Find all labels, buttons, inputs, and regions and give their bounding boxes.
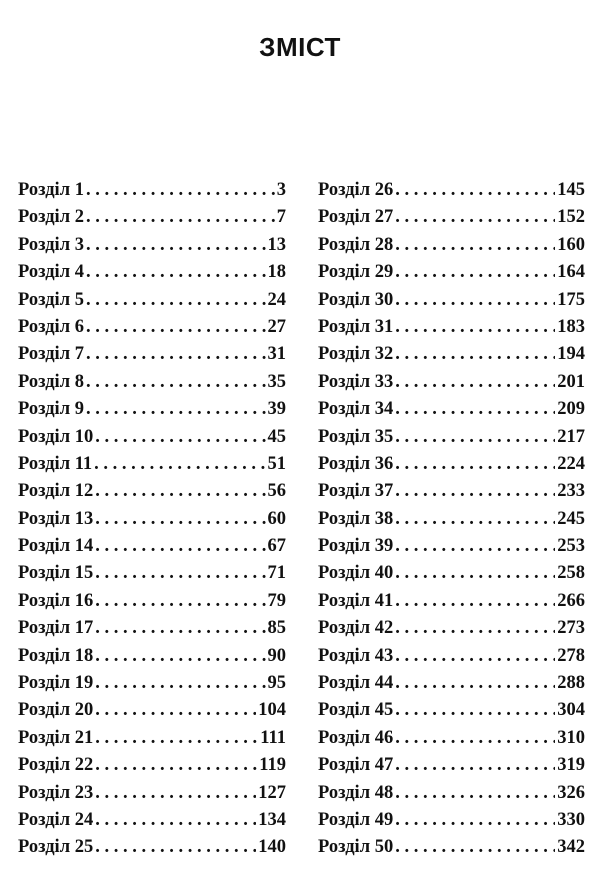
toc-entry bbox=[18, 372, 286, 399]
toc-entry-label: Розділ 33 bbox=[318, 371, 394, 392]
toc-entry-page: 119 bbox=[259, 755, 286, 776]
toc-entry-page: 24 bbox=[267, 289, 286, 310]
toc-dot-leader bbox=[395, 454, 555, 475]
toc-dot-leader bbox=[95, 618, 265, 639]
toc-dot-leader bbox=[95, 536, 265, 557]
toc-entry bbox=[318, 673, 585, 700]
toc-dot-leader bbox=[395, 180, 555, 201]
toc-dot-leader bbox=[95, 810, 256, 831]
toc-entry bbox=[18, 783, 286, 810]
toc-entry bbox=[318, 344, 585, 371]
toc-dot-leader bbox=[86, 180, 275, 201]
toc-entry-label: Розділ 14 bbox=[18, 536, 94, 557]
toc-entry-page: 27 bbox=[267, 316, 286, 337]
toc-entry-label: Розділ 42 bbox=[318, 618, 394, 639]
toc-entry-page: 258 bbox=[557, 563, 585, 584]
toc-entry bbox=[18, 728, 286, 755]
toc-entry-label: Розділ 3 bbox=[18, 234, 84, 255]
toc-entry-label: Розділ 15 bbox=[18, 563, 94, 584]
toc-entry-page: 319 bbox=[557, 755, 585, 776]
toc-entry bbox=[318, 372, 585, 399]
toc-entry-page: 201 bbox=[557, 371, 585, 392]
toc-entry-page: 90 bbox=[267, 645, 286, 666]
toc-entry-page: 111 bbox=[260, 727, 286, 748]
toc-entry bbox=[18, 454, 286, 481]
toc-entry-label: Розділ 7 bbox=[18, 344, 84, 365]
toc-dot-leader bbox=[95, 673, 265, 694]
toc-entry-page: 95 bbox=[267, 673, 286, 694]
toc-entry-label: Розділ 48 bbox=[318, 782, 394, 803]
toc-dot-leader bbox=[395, 563, 555, 584]
toc-entry bbox=[18, 509, 286, 536]
toc-entry-label: Розділ 21 bbox=[18, 727, 94, 748]
toc-dot-leader bbox=[395, 755, 555, 776]
toc-entry bbox=[318, 235, 585, 262]
toc-dot-leader bbox=[95, 481, 265, 502]
toc-entry-label: Розділ 8 bbox=[18, 371, 84, 392]
toc-entry bbox=[318, 755, 585, 782]
toc-dot-leader bbox=[86, 399, 266, 420]
toc-entry bbox=[318, 618, 585, 645]
toc-entry-label: Розділ 27 bbox=[318, 207, 394, 228]
toc-entry-page: 134 bbox=[258, 809, 286, 830]
toc-entry bbox=[318, 317, 585, 344]
toc-entry bbox=[18, 810, 286, 837]
toc-dot-leader bbox=[86, 317, 266, 338]
toc-dot-leader bbox=[395, 262, 555, 283]
toc-entry bbox=[318, 563, 585, 590]
toc-dot-leader bbox=[86, 235, 266, 256]
toc-dot-leader bbox=[395, 207, 555, 228]
toc-entry-page: 60 bbox=[267, 508, 286, 529]
toc-entry-label: Розділ 20 bbox=[18, 700, 94, 721]
toc-entry-page: 67 bbox=[267, 536, 286, 557]
toc-dot-leader bbox=[95, 700, 256, 721]
toc-entry bbox=[18, 700, 286, 727]
toc-entry-label: Розділ 46 bbox=[318, 727, 394, 748]
toc-entry-page: 194 bbox=[557, 344, 585, 365]
toc-entry bbox=[318, 810, 585, 837]
toc-entry-page: 224 bbox=[557, 453, 585, 474]
toc-entry-page: 217 bbox=[557, 426, 585, 447]
toc-entry-label: Розділ 44 bbox=[318, 673, 394, 694]
toc-entry-label: Розділ 18 bbox=[18, 645, 94, 666]
toc-entry bbox=[18, 290, 286, 317]
toc-dot-leader bbox=[95, 837, 256, 858]
toc-entry-page: 39 bbox=[267, 399, 286, 420]
toc-dot-leader bbox=[395, 290, 555, 311]
toc-entry-page: 266 bbox=[557, 590, 585, 611]
toc-dot-leader bbox=[395, 810, 555, 831]
toc-entry-label: Розділ 39 bbox=[318, 536, 394, 557]
toc-entry-page: 164 bbox=[557, 262, 585, 283]
toc-entry bbox=[318, 454, 585, 481]
toc-entry-label: Розділ 25 bbox=[18, 837, 94, 858]
toc-dot-leader bbox=[395, 317, 555, 338]
toc-entry bbox=[18, 207, 286, 234]
toc-entry-page: 127 bbox=[258, 782, 286, 803]
toc-entry bbox=[18, 837, 286, 864]
toc-entry bbox=[318, 837, 585, 864]
toc-entry bbox=[18, 755, 286, 782]
toc-dot-leader bbox=[395, 481, 555, 502]
toc-entry-page: 56 bbox=[267, 481, 286, 502]
toc-entry-label: Розділ 40 bbox=[318, 563, 394, 584]
toc-entry-label: Розділ 17 bbox=[18, 618, 94, 639]
toc-entry-label: Розділ 29 bbox=[318, 262, 394, 283]
toc-entry-label: Розділ 6 bbox=[18, 316, 84, 337]
toc-dot-leader bbox=[395, 427, 555, 448]
toc-entry-label: Розділ 28 bbox=[318, 234, 394, 255]
toc-entry bbox=[318, 207, 585, 234]
toc-entry-page: 145 bbox=[557, 180, 585, 200]
toc-dot-leader bbox=[86, 262, 266, 283]
toc-entry-label: Розділ 38 bbox=[318, 508, 394, 529]
toc-entry-page: 152 bbox=[557, 207, 585, 228]
toc-dot-leader bbox=[95, 783, 256, 804]
toc-entry-page: 326 bbox=[557, 782, 585, 803]
toc-dot-leader bbox=[395, 591, 555, 612]
toc-entry-page: 51 bbox=[267, 453, 286, 474]
toc-entry-label: Розділ 11 bbox=[18, 453, 93, 474]
toc-entry-label: Розділ 24 bbox=[18, 809, 94, 830]
toc-dot-leader bbox=[86, 207, 275, 228]
toc-entry-page: 245 bbox=[557, 508, 585, 529]
toc-entry-label: Розділ 30 bbox=[318, 289, 394, 310]
toc-entry-page: 45 bbox=[267, 426, 286, 447]
toc-entry-page: 330 bbox=[557, 809, 585, 830]
toc-entry bbox=[318, 700, 585, 727]
toc-dot-leader bbox=[395, 646, 555, 667]
toc-entry bbox=[318, 427, 585, 454]
toc-entry-label: Розділ 16 bbox=[18, 590, 94, 611]
toc-entry-page: 209 bbox=[557, 399, 585, 420]
toc-entry-label: Розділ 41 bbox=[318, 590, 394, 611]
toc-dot-leader bbox=[86, 290, 266, 311]
toc-entry-label: Розділ 35 bbox=[318, 426, 394, 447]
toc-entry-page: 273 bbox=[557, 618, 585, 639]
toc-entry-page: 104 bbox=[258, 700, 286, 721]
toc-dot-leader bbox=[95, 646, 265, 667]
toc-dot-leader bbox=[395, 700, 555, 721]
toc-entry bbox=[18, 235, 286, 262]
toc-entry bbox=[18, 563, 286, 590]
toc-entry-label: Розділ 12 bbox=[18, 481, 94, 502]
toc-entry-page: 310 bbox=[557, 727, 585, 748]
toc-entry-label: Розділ 50 bbox=[318, 837, 394, 858]
toc-dot-leader bbox=[395, 673, 555, 694]
toc-entry-label: Розділ 19 bbox=[18, 673, 94, 694]
toc-entry-page: 278 bbox=[557, 645, 585, 666]
toc-entry bbox=[318, 591, 585, 618]
toc-entry bbox=[18, 262, 286, 289]
toc-entry-label: Розділ 36 bbox=[318, 453, 394, 474]
toc-entry-page: 183 bbox=[557, 316, 585, 337]
toc-entry-label: Розділ 22 bbox=[18, 755, 94, 776]
toc-entry bbox=[318, 728, 585, 755]
toc-entry bbox=[318, 783, 585, 810]
toc-entry bbox=[18, 591, 286, 618]
toc-entry-page: 342 bbox=[557, 837, 585, 858]
toc-entry bbox=[18, 646, 286, 673]
toc-entry-page: 140 bbox=[258, 837, 286, 858]
toc-entry bbox=[18, 618, 286, 645]
toc-entry-label: Розділ 13 bbox=[18, 508, 94, 529]
toc-dot-leader bbox=[95, 591, 265, 612]
toc-dot-leader bbox=[95, 728, 258, 749]
toc-entry-page: 160 bbox=[557, 234, 585, 255]
toc-entry-label: Розділ 10 bbox=[18, 426, 94, 447]
toc-dot-leader bbox=[94, 454, 265, 475]
toc-dot-leader bbox=[395, 536, 555, 557]
toc-entry-page: 79 bbox=[267, 590, 286, 611]
toc-entry-label: Розділ 1 bbox=[18, 180, 84, 200]
toc-dot-leader bbox=[395, 783, 555, 804]
toc-dot-leader bbox=[395, 372, 555, 393]
page-title: ЗМІСТ bbox=[259, 32, 341, 62]
toc-entry-label: Розділ 31 bbox=[318, 316, 394, 337]
toc-entry bbox=[18, 317, 286, 344]
toc-entry-page: 31 bbox=[267, 344, 286, 365]
toc-entry-label: Розділ 26 bbox=[318, 180, 394, 200]
toc-column-right bbox=[318, 180, 585, 865]
toc-entry bbox=[18, 536, 286, 563]
toc-entry-label: Розділ 2 bbox=[18, 207, 84, 228]
toc-entry-label: Розділ 37 bbox=[318, 481, 394, 502]
toc-entry-page: 85 bbox=[267, 618, 286, 639]
toc-dot-leader bbox=[395, 837, 555, 858]
toc-entry-page: 3 bbox=[276, 180, 286, 200]
toc-dot-leader bbox=[395, 344, 555, 365]
toc-entry-page: 71 bbox=[267, 563, 286, 584]
toc-entry-page: 35 bbox=[267, 371, 286, 392]
toc-dot-leader bbox=[95, 755, 257, 776]
toc-entry bbox=[18, 427, 286, 454]
toc-entry-page: 13 bbox=[267, 234, 286, 255]
toc-dot-leader bbox=[395, 618, 555, 639]
toc-entry bbox=[318, 290, 585, 317]
toc-entry-label: Розділ 49 bbox=[318, 809, 394, 830]
toc-entry-label: Розділ 23 bbox=[18, 782, 94, 803]
toc-entry-page: 288 bbox=[557, 673, 585, 694]
toc-entry-label: Розділ 43 bbox=[318, 645, 394, 666]
toc-entry bbox=[18, 399, 286, 426]
toc-dot-leader bbox=[395, 399, 555, 420]
toc-entry-label: Розділ 4 bbox=[18, 262, 84, 283]
toc-entry bbox=[18, 673, 286, 700]
toc-entry bbox=[318, 536, 585, 563]
toc-entry-page: 304 bbox=[557, 700, 585, 721]
toc-dot-leader bbox=[95, 563, 265, 584]
toc-entry bbox=[18, 481, 286, 508]
toc-dot-leader bbox=[395, 728, 555, 749]
toc-entry-label: Розділ 32 bbox=[318, 344, 394, 365]
toc-entry-label: Розділ 45 bbox=[318, 700, 394, 721]
toc-dot-leader bbox=[395, 235, 555, 256]
toc-entry-label: Розділ 5 bbox=[18, 289, 84, 310]
toc-entry bbox=[318, 646, 585, 673]
toc-entry bbox=[318, 481, 585, 508]
toc-entry-label: Розділ 34 bbox=[318, 399, 394, 420]
toc-dot-leader bbox=[86, 344, 266, 365]
toc-entry-page: 253 bbox=[557, 536, 585, 557]
toc-entry-label: Розділ 9 bbox=[18, 399, 84, 420]
toc-entry bbox=[18, 180, 286, 207]
toc-entry bbox=[318, 262, 585, 289]
toc-dot-leader bbox=[95, 509, 265, 530]
toc-entry bbox=[318, 399, 585, 426]
toc-entry-label: Розділ 47 bbox=[318, 755, 394, 776]
toc-entry-page: 233 bbox=[557, 481, 585, 502]
toc-dot-leader bbox=[395, 509, 555, 530]
toc-dot-leader bbox=[95, 427, 265, 448]
toc-entry-page: 175 bbox=[557, 289, 585, 310]
toc-dot-leader bbox=[86, 372, 266, 393]
toc-entry bbox=[318, 509, 585, 536]
toc-entry-page: 7 bbox=[276, 207, 286, 228]
toc-entry bbox=[18, 344, 286, 371]
toc-entry bbox=[318, 180, 585, 207]
toc-entry-page: 18 bbox=[267, 262, 286, 283]
toc-column-left bbox=[18, 180, 286, 865]
